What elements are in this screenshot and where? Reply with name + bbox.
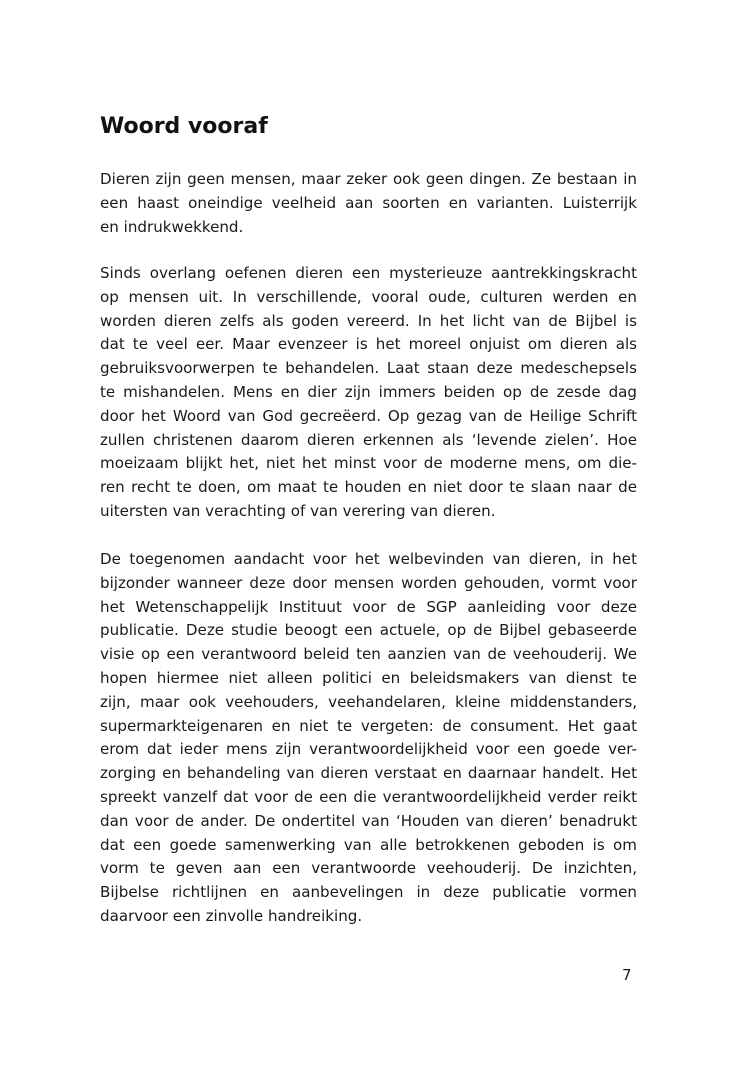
text-line: dat te veel eer. Maar evenzeer is het moreel onjuist om dieren als <box>100 335 637 354</box>
paragraph-purpose <box>100 548 637 929</box>
text-line: en indrukwekkend. <box>100 217 244 236</box>
text-line: op mensen uit. In verschillende, vooral oude, culturen werden en <box>100 287 637 306</box>
text-line: spreekt vanzelf dat voor de een die verantwoordelijkheid verder reikt <box>100 787 637 806</box>
text-line: daarvoor een zinvolle handreiking. <box>100 906 363 925</box>
text-line: ren recht te doen, om maat te houden en niet door te slaan naar de <box>100 478 637 497</box>
text-line: vorm te geven aan een verantwoorde veehouderij. De inzichten, <box>100 859 637 878</box>
text-line: Bijbelse richtlijnen en aanbevelingen in deze publicatie vormen <box>100 883 637 902</box>
paragraph-intro <box>100 168 637 239</box>
text-line: door het Woord van God gecreëerd. Op gezag van de Heilige Schrift <box>100 406 637 425</box>
page-number: 7 <box>622 966 632 984</box>
text-line: erom dat ieder mens zijn verantwoordelijkheid voor een goede ver- <box>100 740 637 759</box>
text-line: gebruiksvoorwerpen te behandelen. Laat staan deze medeschepsels <box>100 359 637 378</box>
text-line: publicatie. Deze studie beoogt een actuele, op de Bijbel gebaseerde <box>100 621 637 640</box>
text-line: het Wetenschappelijk Instituut voor de SGP aanleiding voor deze <box>100 597 637 616</box>
text-line: te mishandelen. Mens en dier zijn immers beiden op de zesde dag <box>100 382 637 401</box>
text-line: hopen hiermee niet alleen politici en beleidsmakers van dienst te <box>100 668 637 687</box>
text-line: zullen christenen daarom dieren erkennen als ‘levende zielen’. Hoe <box>100 430 637 449</box>
text-line: supermarkteigenaren en niet te vergeten: de consument. Het gaat <box>100 716 637 735</box>
text-line: visie op een verantwoord beleid ten aanzien van de veehouderij. We <box>100 645 637 664</box>
text-line: worden dieren zelfs als goden vereerd. In het licht van de Bijbel is <box>100 311 637 330</box>
text-line: Dieren zijn geen mensen, maar zeker ook geen dingen. Ze bestaan in <box>100 170 637 188</box>
text-line: dan voor de ander. De ondertitel van ‘Houden van dieren’ benadrukt <box>100 811 637 830</box>
text-line: zijn, maar ook veehouders, veehandelaren, kleine middenstanders, <box>100 692 637 711</box>
text-line: zorging en behandeling van dieren verstaat en daarnaar handelt. Het <box>100 764 637 783</box>
paragraph-attraction <box>100 262 637 524</box>
text-line: moeizaam blijkt het, niet het minst voor de moderne mens, om die- <box>100 454 637 473</box>
text-line: een haast oneindige veelheid aan soorten en varianten. Luisterrijk <box>100 193 637 212</box>
text-line: bijzonder wanneer deze door mensen worden gehouden, vormt voor <box>100 573 637 592</box>
text-line: De toegenomen aandacht voor het welbevinden van dieren, in het <box>100 550 637 568</box>
text-line: uitersten van verachting of van verering van dieren. <box>100 501 496 520</box>
text-line: Sinds overlang oefenen dieren een mysterieuze aantrekkingskracht <box>100 264 637 282</box>
text-line: dat een goede samenwerking van alle betrokkenen geboden is om <box>100 835 637 854</box>
page-title: Woord vooraf <box>100 114 268 139</box>
